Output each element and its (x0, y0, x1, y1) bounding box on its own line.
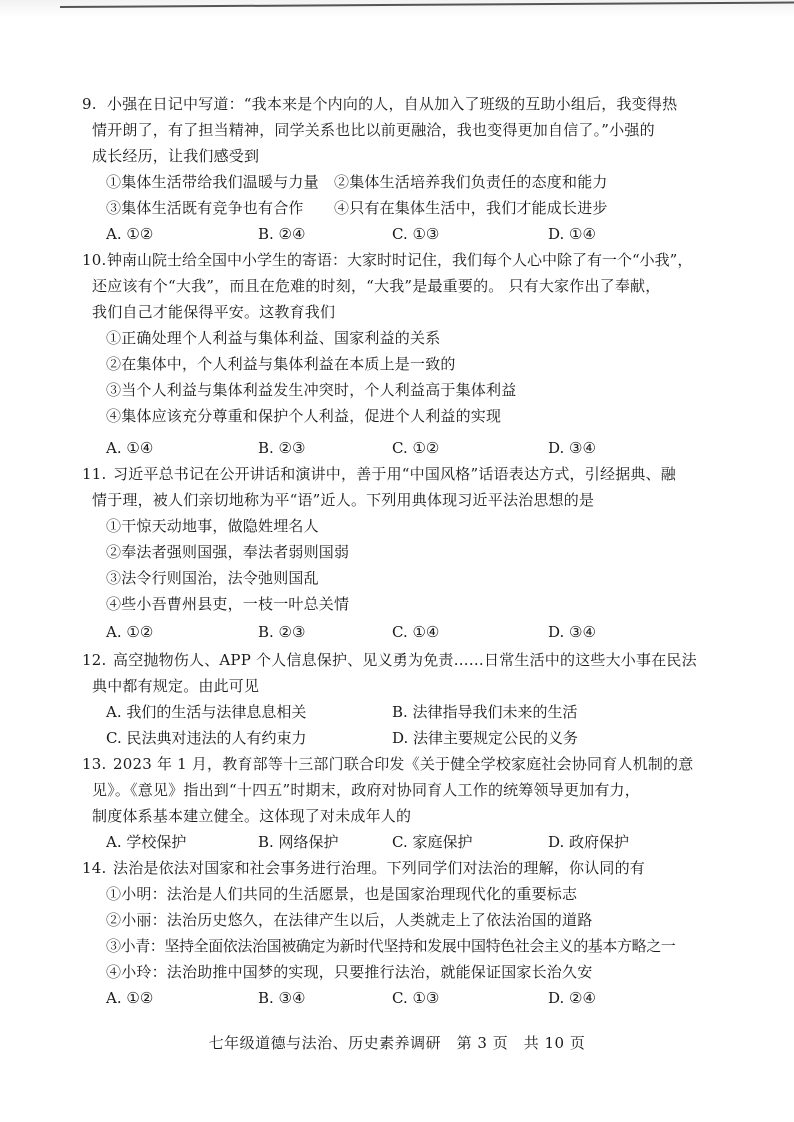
answer-option-d: D. ③④ (548, 623, 596, 641)
answer-option-c: C. ①② (392, 439, 440, 457)
answer-option-c: C. 民法典对违法的人有约束力 (106, 729, 307, 747)
answer-option-b: B. 网络保护 (258, 833, 339, 851)
question-stem-line: 见》。《意见》指出到“十四五”时期末，政府对协同育人工作的统筹领导更加有力， (92, 781, 640, 799)
choice-line: ①小明：法治是人们共同的生活愿景，也是国家治理现代化的重要标志 (106, 885, 578, 903)
choice-line: ③当个人利益与集体利益发生冲突时，个人利益高于集体利益 (106, 381, 517, 399)
question-stem-line: 习近平总书记在公开讲话和演讲中，善于用“中国风格”话语表达方式，引经据典、融 (113, 465, 676, 483)
question-stem-line: 典中都有规定。由此可见 (92, 677, 260, 695)
question-stem-line: 情开朗了，有了担当精神，同学关系也比以前更融洽，我也变得更加自信了。”小强的 (92, 121, 655, 139)
question-number: 13. (82, 755, 107, 773)
answer-option-a: A. 学校保护 (106, 833, 187, 851)
answer-option-b: B. ②③ (258, 439, 306, 457)
question-stem-line: 制度体系基本建立健全。这体现了对未成年人的 (92, 807, 412, 825)
choice-line: ②小丽：法治历史悠久，在法律产生以后，人类就走上了依法治国的道路 (106, 911, 593, 929)
choice-line: ③法令行则国治，法令弛则国乱 (106, 569, 319, 587)
answer-option-a: A. ①② (106, 989, 154, 1007)
answer-option-a: A. ①② (106, 225, 154, 243)
answer-option-b: B. ②④ (258, 225, 306, 243)
question-stem-line: 小强在日记中写道：“我本来是个内向的人，自从加入了班级的互助小组后，我变得热 (107, 95, 678, 113)
question-stem-line: 2023 年 1 月，教育部等十三部门联合印发《关于健全学校家庭社会协同育人机制的意 (113, 755, 694, 773)
answer-option-d: D. ③④ (548, 439, 596, 457)
page-footer: 七年级道德与法治、历史素养调研 第 3 页 共 10 页 (208, 1034, 586, 1052)
choice-line: ①正确处理个人利益与集体利益、国家利益的关系 (106, 329, 441, 347)
answer-option-a: A. ①④ (106, 439, 154, 457)
answer-option-b: B. 法律指导我们未来的生活 (392, 703, 578, 721)
answer-option-d: D. ①④ (548, 225, 596, 243)
answer-option-d: D. ②④ (548, 989, 596, 1007)
choice-line: ③小青：坚持全面依法治国被确定为新时代坚持和发展中国特色社会主义的基本方略之一 (106, 937, 676, 955)
question-number: 9. (82, 95, 97, 113)
choice-line: ④小玲：法治助推中国梦的实现，只要推行法治，就能保证国家长治久安 (106, 963, 593, 981)
choice-line: ②在集体中，个人利益与集体利益在本质上是一致的 (106, 355, 456, 373)
question-number: 11. (82, 465, 107, 483)
question-number: 10. (82, 251, 107, 269)
choice-line: ④集体应该充分尊重和保护个人利益，促进个人利益的实现 (106, 407, 502, 425)
question-number: 12. (82, 651, 107, 669)
answer-option-a: A. ①② (106, 623, 154, 641)
answer-option-b: B. ②③ (258, 623, 306, 641)
answer-option-c: C. ①③ (392, 989, 440, 1007)
answer-option-b: B. ③④ (258, 989, 306, 1007)
answer-option-d: D. 政府保护 (548, 833, 630, 851)
answer-option-d: D. 法律主要规定公民的义务 (392, 729, 579, 747)
question-stem-line: 钟南山院士给全国中小学生的寄语：大家时时记住，我们每个人心中除了有一个“小我”， (107, 251, 693, 269)
answer-option-c: C. 家庭保护 (392, 833, 473, 851)
question-number: 14. (82, 859, 107, 877)
question-stem-line: 我们自己才能保得平安。这教育我们 (92, 303, 336, 321)
choice-line: ②奉法者强则国强，奉法者弱则国弱 (106, 543, 350, 561)
answer-option-a: A. 我们的生活与法律息息相关 (106, 703, 307, 721)
choice-line: ①干惊天动地事，做隐姓埋名人 (106, 517, 319, 535)
choice-line: ③集体生活既有竞争也有合作 ④只有在集体生活中，我们才能成长进步 (106, 199, 608, 217)
question-stem-line: 还应该有个“大我”，而且在危难的时刻，“大我”是最重要的。 只有大家作出了奉献， (92, 277, 661, 295)
question-stem-line: 情于理，被人们亲切地称为平“语”近人。下列用典体现习近平法治思想的是 (92, 491, 595, 509)
question-stem-line: 法治是依法对国家和社会事务进行治理。下列同学们对法治的理解，你认同的有 (113, 859, 646, 877)
question-stem-line: 成长经历，让我们感受到 (92, 147, 260, 165)
choice-line: ①集体生活带给我们温暖与力量 ②集体生活培养我们负责任的态度和能力 (106, 173, 608, 191)
question-stem-line: 高空抛物伤人、APP 个人信息保护、见义勇为免责……日常生活中的这些大小事在民法 (113, 651, 697, 669)
answer-option-c: C. ①③ (392, 225, 440, 243)
choice-line: ④些小吾曹州县吏，一枝一叶总关情 (106, 595, 350, 613)
answer-option-c: C. ①④ (392, 623, 440, 641)
